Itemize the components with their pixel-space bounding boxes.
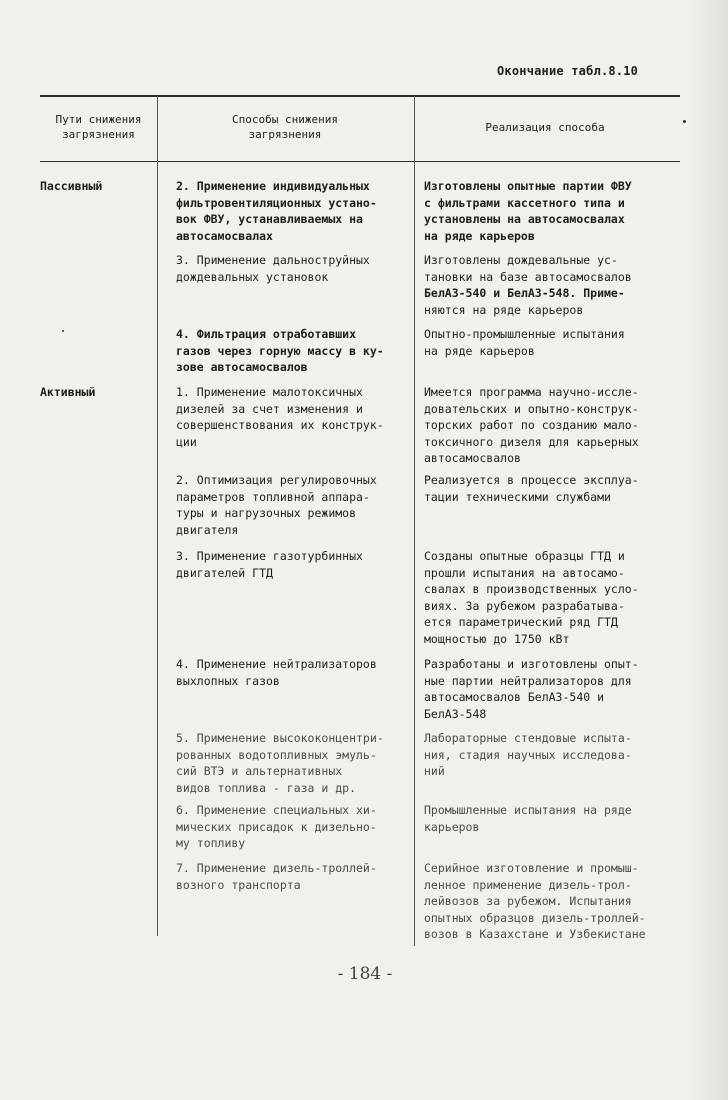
method-cell: 4. Фильтрация отработавших газов через горную массу в ку- зове автосамосвалов <box>176 327 384 374</box>
implementation-cell: Серийное изготовление и промыш- ленное применение дизель-трол- лейвозов за рубежом. Испытания опытных образцов дизель-троллей- возов в Казахстане и Узбекистане <box>424 861 646 941</box>
implementation-cell: Созданы опытные образцы ГТД и прошли испытания на автосамо- свалах в производственных усло- виях. За рубежом разрабатыва- ется параметрический ряд ГТД мощностью до 1750 кВт <box>424 549 639 646</box>
page-edge-shadow <box>688 0 728 1100</box>
table-top-rule <box>40 95 680 97</box>
group-active: Активный <box>40 385 96 399</box>
header-paths: Пути снижения загрязнения <box>55 113 142 141</box>
implementation-cell: Промышленные испытания на ряде карьеров <box>424 803 632 834</box>
column-divider-1 <box>157 96 158 936</box>
implementation-cell: Лабораторные стендовые испыта- ния, стадия научных исследова- ний <box>424 731 632 778</box>
table-caption: Окончание табл.8.10 <box>497 64 639 78</box>
method-cell: 6. Применение специальных хи- мических присадок к дизельно- му топливу <box>176 803 377 850</box>
method-cell: 4. Применение нейтрализаторов выхлопных газов <box>176 657 377 688</box>
method-cell: 5. Применение высококонцентри- рованных водотопливных эмуль- сий ВТЭ и альтернативных видов топлива - газа и др. <box>176 731 384 795</box>
implementation-cell: Изготовлены опытные партии ФВУ с фильтрами кассетного типа и установлены на автосамосвалах на ряде карьеров <box>424 179 632 243</box>
table-header-rule <box>40 161 680 162</box>
method-cell: 1. Применение малотоксичных дизелей за счет изменения и совершенствования их конструк- ции <box>176 385 384 449</box>
method-cell: 2. Оптимизация регулировочных параметров топливной аппара- туры и нагрузочных режимов двигателя <box>176 473 377 537</box>
implementation-cell: Имеется программа научно-иссле- довательских и опытно-конструк- торских работ по созданию мало- токсичного дизеля для карьерных автосамосвалов <box>424 385 639 465</box>
implementation-cell: Изготовлены дождевальные ус- тановки на базе автосамосвалов БелАЗ-540 и БелАЗ-548. Приме- няются на ряде карьеров <box>424 253 632 317</box>
page-number: - 184 - <box>337 964 393 984</box>
group-passive: Пассивный <box>40 179 103 193</box>
implementation-cell: Разработаны и изготовлены опыт- ные партии нейтрализаторов для автосамосвалов БелАЗ-540 и БелАЗ-548 <box>424 657 639 721</box>
header-methods: Способы снижения загрязнения <box>232 113 338 141</box>
method-cell: 3. Применение газотурбинных двигателей ГТД <box>176 549 363 580</box>
method-cell: 3. Применение дальноструйных дождевальных установок <box>176 253 370 284</box>
implementation-cell: Реализуется в процессе эксплуа- тации техническими службами <box>424 473 639 504</box>
column-divider-2 <box>414 96 415 946</box>
header-implementation: Реализация способа <box>485 121 605 134</box>
scan-speck <box>62 330 64 332</box>
method-cell: 2. Применение индивидуальных фильтровентиляционных устано- вок ФВУ, устанавливаемых на автосамосвалах <box>176 179 377 243</box>
implementation-cell: Опытно-промышленные испытания на ряде карьеров <box>424 327 625 358</box>
method-cell: 7. Применение дизель-троллей- возного транспорта <box>176 861 377 892</box>
scan-speck <box>683 120 686 123</box>
